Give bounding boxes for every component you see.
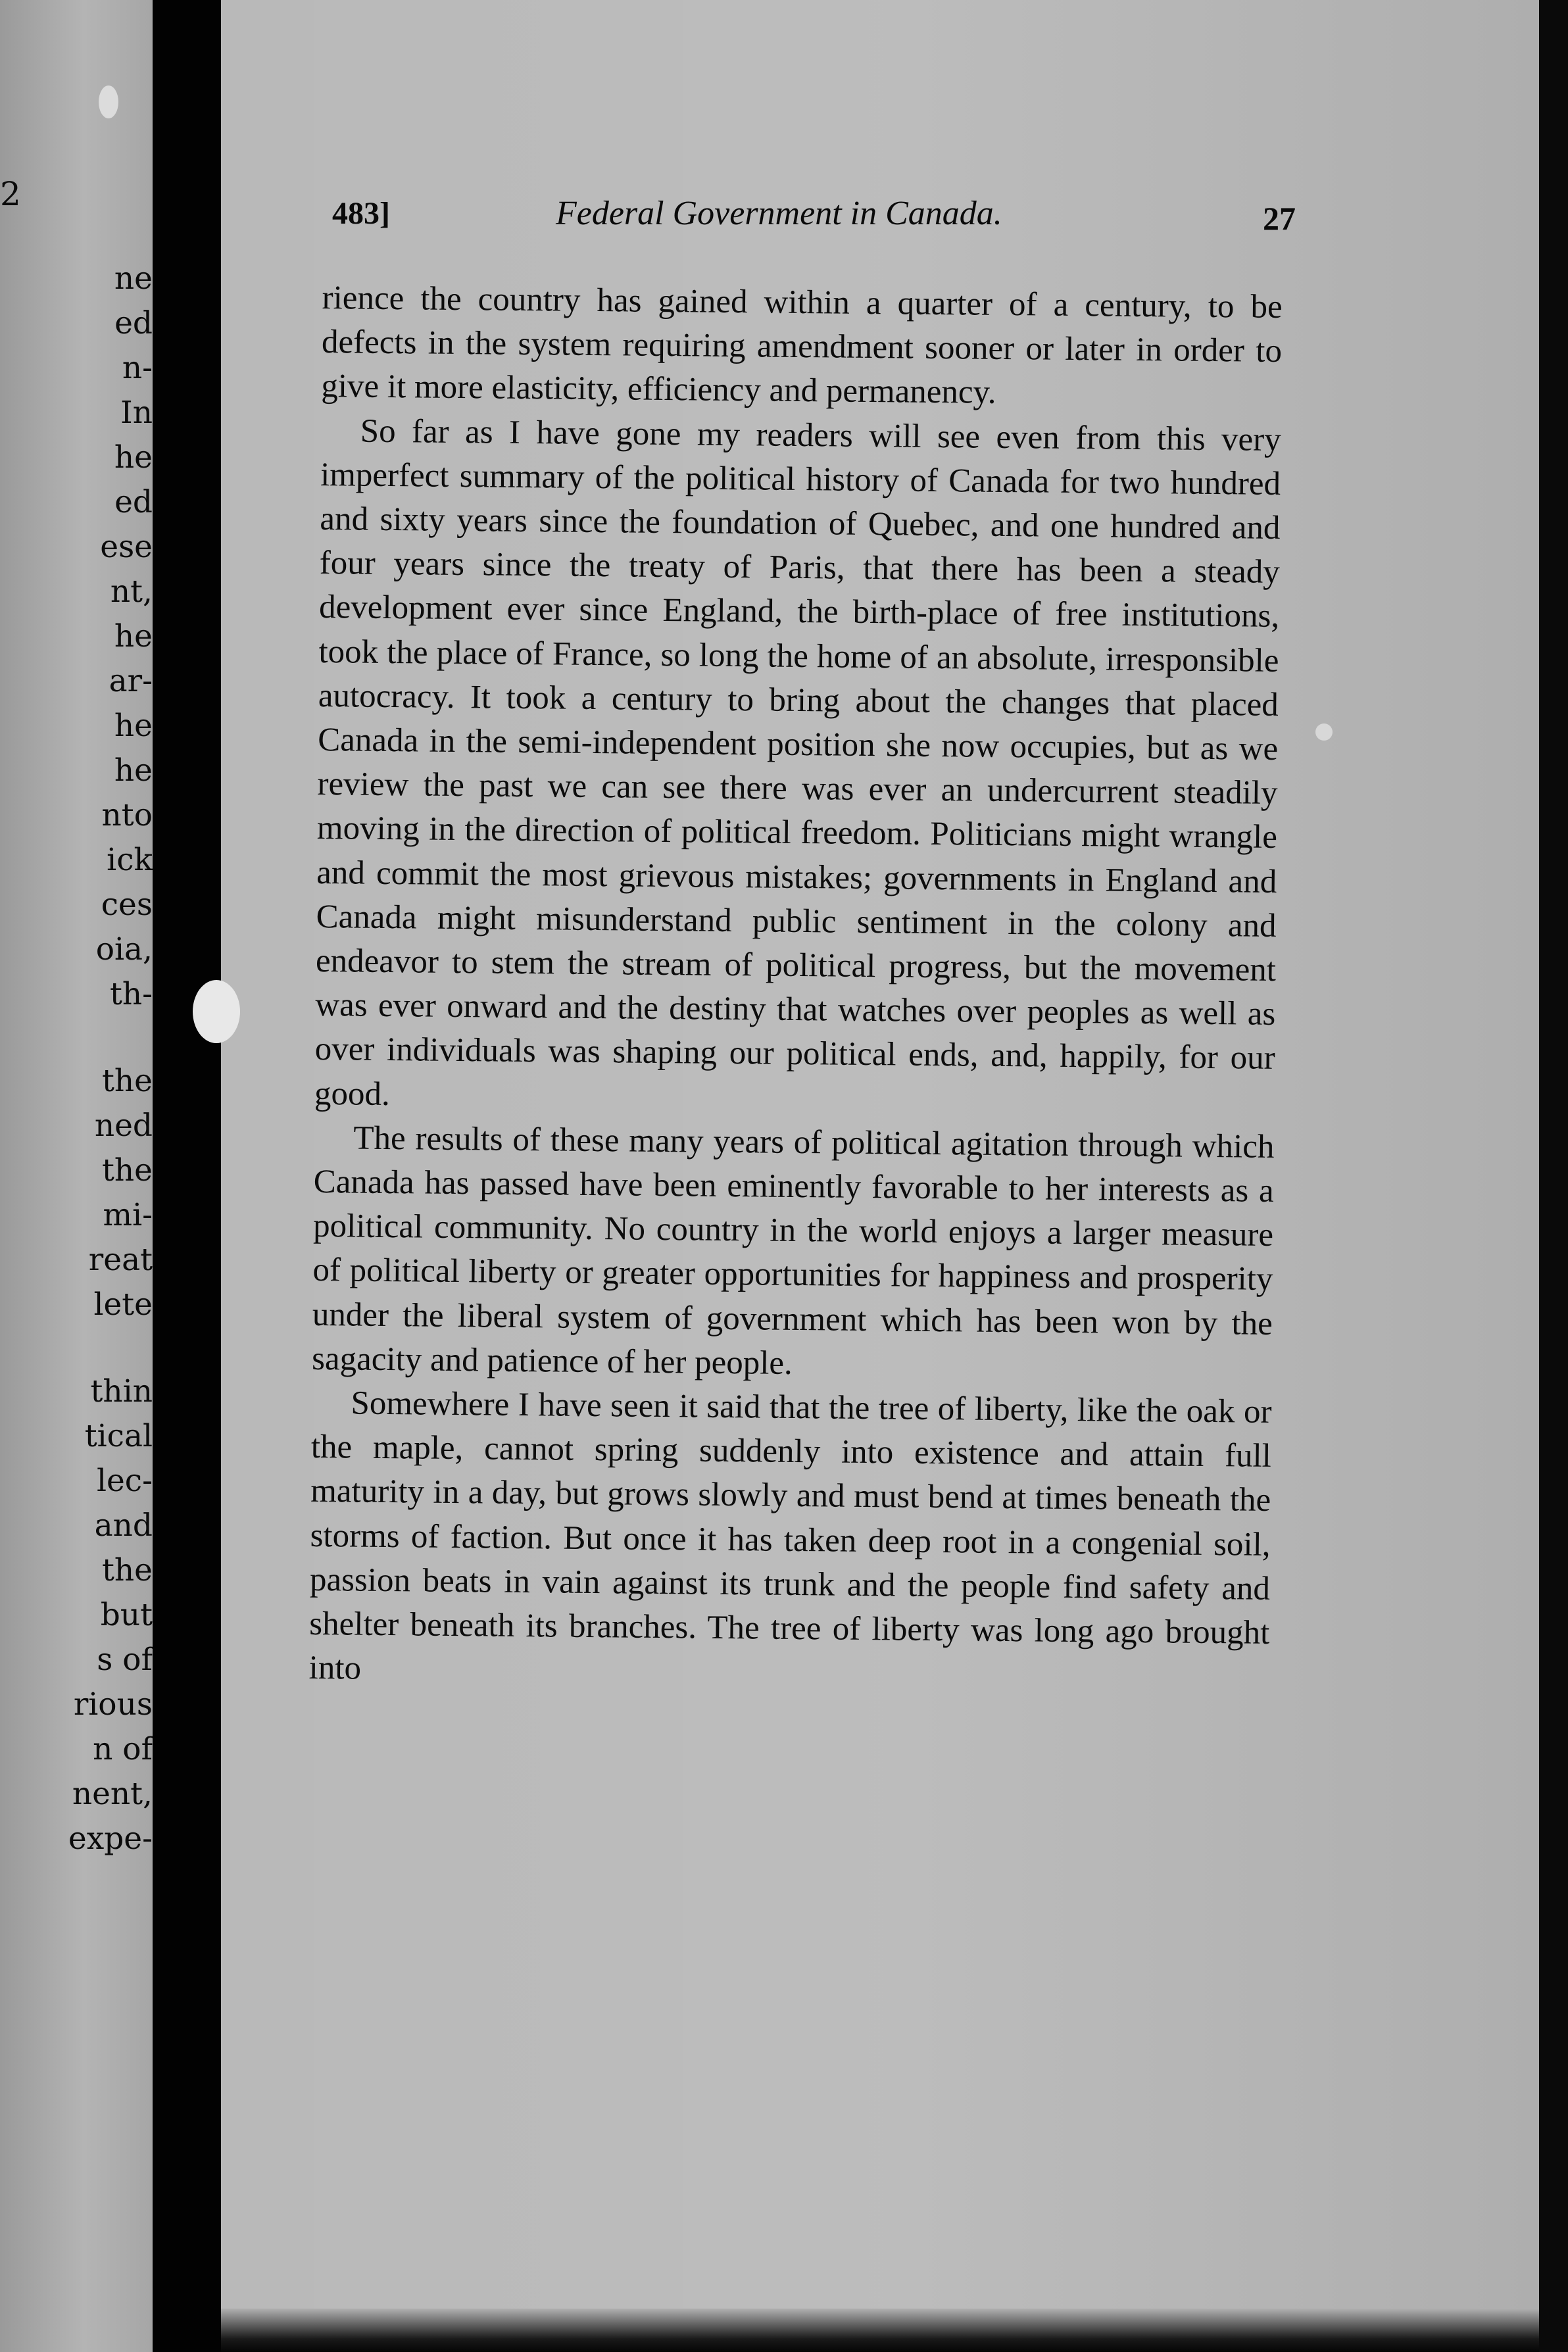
facing-page-line: the <box>102 1552 153 1588</box>
facing-page-line: the <box>102 1152 153 1188</box>
facing-page-line: th- <box>109 976 153 1012</box>
facing-page-line: n of <box>93 1731 153 1767</box>
body-text <box>308 276 1283 1700</box>
page-edge <box>1539 0 1568 2352</box>
facing-page-line: oia, <box>95 931 153 968</box>
running-title: Federal Government in Canada. <box>556 195 1002 232</box>
facing-page-line: the <box>102 1063 153 1099</box>
paper-blemish <box>1315 723 1333 741</box>
book-gutter <box>153 0 221 2352</box>
facing-page-line: but <box>100 1597 153 1633</box>
paragraph: Somewhere I have seen it said that the tree of liberty, like the oak or the maple, cannot spring suddenly into existence and attain full maturity in a day, but grows slowly and must bend at times beneath the storms of faction. But once it has taken deep root in a congenial soil, passion beats in vain against its trunk and the people find safety and shelter beneath its branches. The tree of liberty was long ago brought into <box>308 1384 1272 1687</box>
paragraph: The results of these many years of political agitation through which Canada has passed have been eminently favorable to her interests as a political community. No country in the world enjoys a larger measure of political liberty or greater opportunities for happiness and prosperity under the liberal system of government which has been won by the sagacity and patience of her people. <box>311 1119 1275 1382</box>
facing-page-line: thin <box>90 1373 153 1409</box>
facing-page-line: ese <box>100 529 153 565</box>
facing-page-line: lete <box>93 1286 153 1323</box>
facing-page-line: and <box>94 1507 153 1544</box>
facing-page-line: ces <box>101 887 153 923</box>
facing-page-number: 2 <box>0 175 21 213</box>
facing-page-line: ned <box>94 1108 153 1144</box>
facing-page-line: he <box>114 752 153 789</box>
facing-page-line: ne <box>114 260 153 297</box>
running-header <box>332 187 1296 240</box>
facing-page-line: expe- <box>68 1821 153 1857</box>
page-reference: 483] <box>332 196 390 231</box>
facing-page-line: reat <box>88 1242 153 1278</box>
facing-page-line: mi- <box>103 1197 153 1233</box>
paper-blemish <box>99 86 118 118</box>
facing-page-fragment <box>0 0 153 2352</box>
page-bottom-edge <box>221 2309 1539 2352</box>
paragraph: rience the country has gained within a quarter of a century, to be defects in the system requiring amendment sooner or later in order to give it more elasticity, efficiency and permanency. <box>321 279 1283 412</box>
facing-page-line: ed <box>114 305 153 341</box>
facing-page-line: rious <box>73 1686 153 1723</box>
facing-page-line: ick <box>107 842 153 878</box>
facing-page-line: nt, <box>110 574 153 610</box>
facing-page-line: lec- <box>96 1463 153 1499</box>
facing-page-line: In <box>120 395 153 431</box>
facing-page-line: n- <box>122 350 153 386</box>
facing-page-line: he <box>114 439 153 476</box>
facing-page-line: ar- <box>109 663 153 699</box>
facing-page-line: tical <box>84 1418 153 1454</box>
facing-page-line: he <box>114 708 153 744</box>
facing-page-line: nent, <box>72 1776 153 1812</box>
page-number: 27 <box>1263 200 1296 237</box>
paragraph: So far as I have gone my readers will see even from this very imperfect summary of the political history of Canada for two hundred and sixty years since the foundation of Quebec, and one hundred and four years since the treaty of Paris, that there has been a steady development ever since England, the birth-place of free institutions, took the place of France, so long the home of an absolute, irresponsible autocracy. It took a century to bring about the changes that placed Canada in the semi-independent position she now occupies, but as we review the past we can see there was ever an undercurrent steadily moving in the direction of political freedom. Politicians might wrangle and commit the most grievous mistakes; governments in England and Canada might misunderstand public sentiment in the colony and endeavor to stem the stream of political progress, but the movement was ever onward and the destiny that watches over peoples as well as over individuals was shaping our political ends, and, happily, for our good. <box>314 412 1281 1113</box>
facing-page-line: nto <box>101 797 153 833</box>
facing-page-line: he <box>114 618 153 654</box>
facing-page-line: ed <box>114 484 153 520</box>
paper-blemish <box>193 980 240 1043</box>
facing-page-line: s of <box>97 1642 153 1678</box>
